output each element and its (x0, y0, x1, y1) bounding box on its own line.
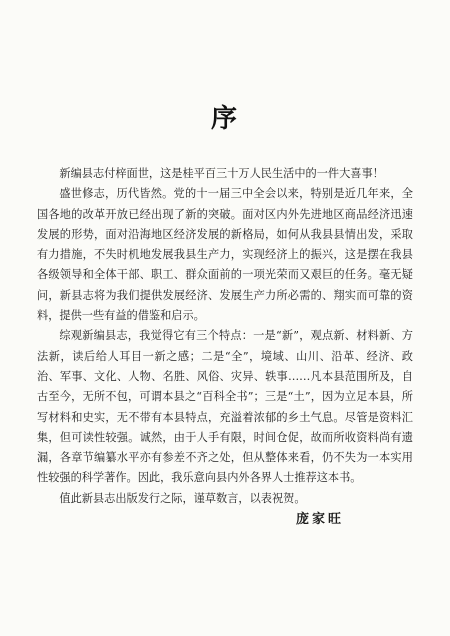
paragraph-1: 新编县志付梓面世，这是桂平百三十万人民生活中的一件大喜事！ (59, 167, 384, 180)
paragraph-4: 值此新县志出版发行之际，谨草数言，以表祝贺。 (59, 491, 306, 505)
page-title: 序 (210, 104, 239, 134)
paragraph-2: 盛世修志，历代皆然。党的十一届三中全会以来，特别是近几年来，全国各地的改革开放已经出现了新的突破。面对区内外先进地区商品经济迅速发展的形势，面对沿海地区经济发展的新格局，如何从我县县情出发，采取有力措施，不失时机地发展我县生产力，实现经济上的振兴，这是摆在我县各级领导和全体干部、职工、群众面前的一项光荣而又艰巨的任务。毫无疑问，新县志将为我们提供发展经济、发展生产力所必需的、翔实而可靠的资料，提供一些有益的借鉴和启示。 (37, 187, 413, 323)
author-signature: 庞家旺 (296, 512, 345, 527)
preface-body (37, 164, 413, 509)
paragraph-3: 综观新编县志，我觉得它有三个特点：一是“新”，观点新、材料新、方法新，读后给人耳目一新之感；二是“全”，境域、山川、沿革、经济、政治、军事、文化、人物、名胜、风俗、灾异、轶事……凡本县范围所及，自古至今，无所不包，可谓本县之“百科全书”；三是“土”，因为立足本县，所写材料和史实，无不带有本县特点，充溢着浓郁的乡土气息。尽管是资料汇集，但可读性较强。诚然，由于人手有限，时间仓促，故而所收资料尚有遗漏，各章节编纂水平亦有参差不齐之处，但从整体来看，仍不失为一本实用性较强的科学著作。因此，我乐意向县内外各界人士推荐这本书。 (37, 329, 413, 485)
